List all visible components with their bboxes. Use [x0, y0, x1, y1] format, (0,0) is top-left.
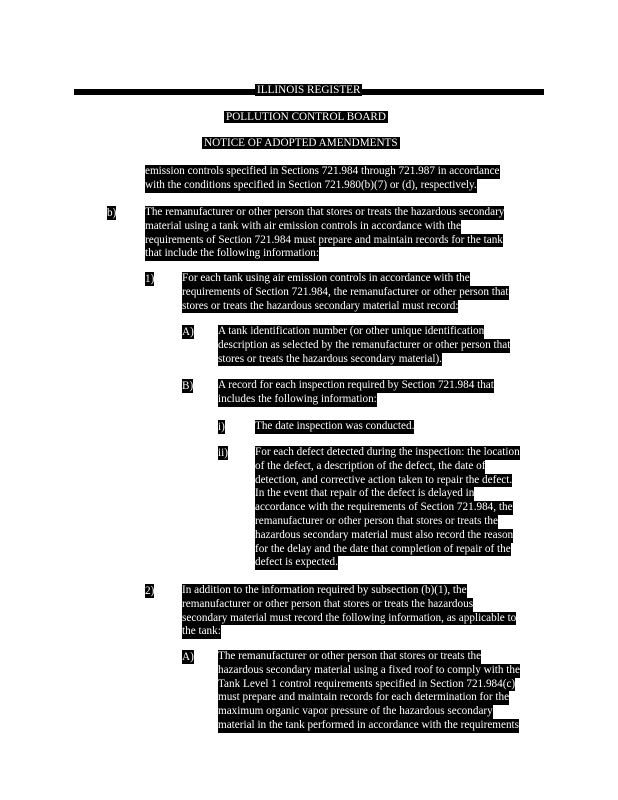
text-line: A tank identification number (or other unique identification: [218, 325, 485, 337]
text-line: The remanufacturer or other person that stores or treats the hazardous secondary: [145, 206, 505, 218]
text-line: for the delay and the date that completion of repair of the: [255, 542, 511, 555]
board-title: POLLUTION CONTROL BOARD: [226, 111, 386, 123]
paragraph-label-1: 1): [145, 273, 155, 285]
text-line: must prepare and maintain records for each determination for the: [218, 691, 510, 704]
text-line: accordance with the requirements of Section 721.984, the: [255, 501, 513, 514]
text-line: Tank Level 1 control requirements specified in Section 721.984(c): [218, 677, 516, 690]
paragraph-2-text: [182, 584, 516, 639]
text-line: stores or treats the hazardous secondary material must record:: [182, 299, 459, 312]
subitem-label-i: i): [218, 421, 225, 433]
text-line: stores or treats the hazardous secondary material).: [218, 352, 442, 365]
subsection-label-b: b): [107, 207, 117, 219]
text-line: with the conditions specified in Section 721.980(b)(7) or (d), respectively.: [145, 178, 477, 191]
text-line: emission controls specified in Sections 721.984 through 721.987 in accordance: [145, 165, 500, 177]
text-line: In addition to the information required by subsection (b)(1), the: [182, 584, 467, 596]
text-line: In the event that repair of the defect is delayed in: [255, 487, 475, 500]
text-line: that include the following information:: [145, 247, 319, 260]
item-label-1A: A): [182, 326, 194, 338]
item-2A-text: [218, 650, 520, 733]
text-line: secondary material must record the following information, as applicable to: [182, 611, 517, 624]
text-line: includes the following information:: [218, 392, 377, 405]
text-line: For each tank using air emission controls in accordance with the: [182, 272, 470, 284]
text-line: The remanufacturer or other person that stores or treats the: [218, 650, 482, 662]
text-line: hazardous secondary material using a fixed roof to comply with the: [218, 663, 520, 676]
text-line: requirements of Section 721.984 must prepare and maintain records for the tank: [145, 233, 503, 246]
paragraph-label-2: 2): [145, 585, 155, 597]
subitem-label-ii: ii): [218, 447, 228, 459]
text-line: description as selected by the remanufacturer or other person that: [218, 338, 511, 351]
text-line: remanufacturer or other person that stores or treats the hazardous: [182, 597, 474, 610]
text-line: remanufacturer or other person that stores or treats the: [255, 514, 498, 527]
subitem-i-text: [255, 420, 414, 434]
text-line: material in the tank performed in accordance with the requirements: [218, 718, 520, 731]
text-line: material using a tank with air emission controls in accordance with the: [145, 219, 461, 232]
text-line: defect is expected.: [255, 556, 338, 569]
text-line: hazardous secondary material must also record the reason: [255, 528, 514, 541]
text-line: of the defect, a description of the defect, the date of: [255, 459, 486, 472]
register-title: ILLINOIS REGISTER: [257, 84, 361, 96]
text-line: For each defect detected during the inspection: the location: [255, 446, 520, 458]
notice-title: NOTICE OF ADOPTED AMENDMENTS: [204, 137, 398, 149]
text-line: requirements of Section 721.984, the remanufacturer or other person that: [182, 285, 509, 298]
item-1A-text: [218, 325, 510, 366]
text-line: The date inspection was conducted.: [255, 420, 415, 432]
paragraph-1-text: [182, 272, 509, 313]
item-1B-text: [218, 379, 494, 407]
subitem-ii-text: [255, 446, 520, 570]
subsection-b-text: [145, 206, 504, 261]
intro-paragraph: [145, 165, 500, 193]
item-label-1B: B): [182, 380, 194, 392]
text-line: A record for each inspection required by Section 721.984 that: [218, 379, 494, 391]
text-line: maximum organic vapor pressure of the hazardous secondary: [218, 705, 493, 718]
item-label-2A: A): [182, 651, 194, 663]
text-line: detection, and corrective action taken to repair the defect.: [255, 473, 513, 486]
text-line: the tank:: [182, 625, 221, 638]
